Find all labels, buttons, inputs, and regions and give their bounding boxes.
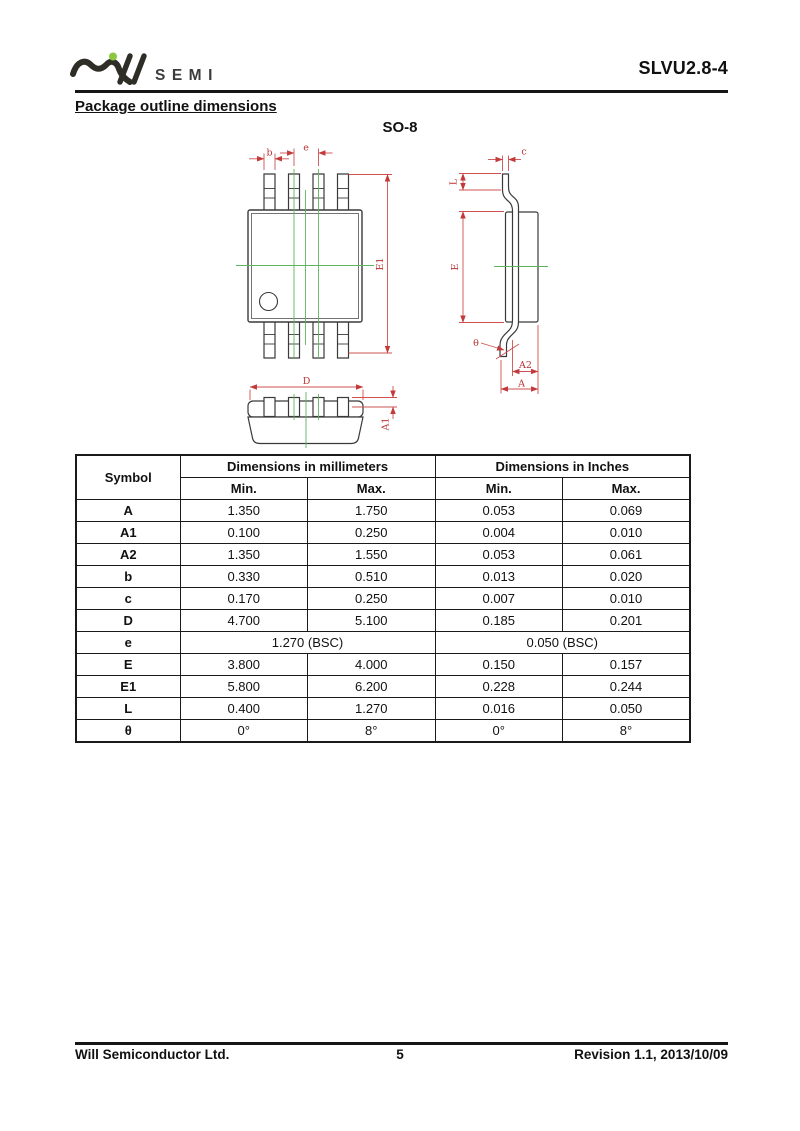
table-row [76,676,690,698]
table-row [76,720,690,743]
cell-mm-min: 0° [180,720,308,743]
dim-label-A: A [518,378,525,390]
cell-in-max: 0.010 [563,588,691,610]
cell-symbol: A2 [76,544,180,566]
col-header-mm-group: Dimensions in millimeters [180,455,435,478]
dimensions-table [75,454,691,743]
cell-symbol: c [76,588,180,610]
table-row-bsc [76,632,690,654]
cell-mm-min: 5.800 [180,676,308,698]
cell-mm-max: 0.510 [308,566,436,588]
cell-mm-max: 0.250 [308,588,436,610]
footer-revision: Revision 1.1, 2013/10/09 [574,1047,728,1062]
logo-text: SEMI [155,67,219,84]
col-header-in-max: Max. [563,478,691,500]
table-row [76,654,690,676]
table-row [76,500,690,522]
cell-symbol: e [76,632,180,654]
table-row [76,522,690,544]
cell-mm-min: 0.400 [180,698,308,720]
cell-mm-max: 1.270 [308,698,436,720]
col-header-in-min: Min. [435,478,563,500]
cell-in-min: 0.013 [435,566,563,588]
will-semi-logo [70,50,260,90]
cell-mm-span: 1.270 (BSC) [180,632,435,654]
cell-symbol: b [76,566,180,588]
cell-in-min: 0.004 [435,522,563,544]
dim-label-L: L [448,178,460,186]
package-top-view [248,174,362,358]
cell-in-max: 0.157 [563,654,691,676]
product-code: SLVU2.8-4 [638,58,728,78]
cell-in-max: 0.244 [563,676,691,698]
cell-mm-max: 5.100 [308,610,436,632]
dim-label-E: E [450,263,461,271]
cell-in-max: 0.201 [563,610,691,632]
cell-mm-min: 3.800 [180,654,308,676]
cell-mm-min: 0.330 [180,566,308,588]
col-header-mm-min: Min. [180,478,308,500]
cell-in-span: 0.050 (BSC) [435,632,690,654]
package-front-view [248,398,363,444]
cell-in-max: 8° [563,720,691,743]
package-side-view [500,174,538,357]
dim-label-c: c [521,146,527,158]
logo-green-dot [109,53,117,61]
dim-label-b: b [266,147,273,159]
col-header-symbol: Symbol [76,455,180,500]
cell-mm-max: 0.250 [308,522,436,544]
logo-wave-mark [73,53,144,83]
cell-in-min: 0.016 [435,698,563,720]
cell-mm-max: 6.200 [308,676,436,698]
footer-rule [75,1042,728,1045]
cell-symbol: E1 [76,676,180,698]
cell-mm-min: 1.350 [180,500,308,522]
package-outline-drawing [0,140,800,460]
cell-mm-min: 1.350 [180,544,308,566]
cell-mm-min: 4.700 [180,610,308,632]
cell-in-max: 0.069 [563,500,691,522]
footer-company: Will Semiconductor Ltd. [75,1047,230,1062]
cell-in-min: 0.007 [435,588,563,610]
table-row [76,698,690,720]
cell-mm-max: 1.550 [308,544,436,566]
header-rule [75,90,728,93]
table-row [76,588,690,610]
cell-symbol: L [76,698,180,720]
dim-label-E1: E1 [375,257,386,271]
cell-in-min: 0.150 [435,654,563,676]
dim-label-A2: A2 [519,360,532,371]
table-row [76,610,690,632]
pin1-marker-circle [260,293,278,311]
cell-in-min: 0.053 [435,500,563,522]
cell-in-max: 0.050 [563,698,691,720]
col-header-in-group: Dimensions in Inches [435,455,690,478]
dim-label-e: e [303,142,309,154]
col-header-mm-max: Max. [308,478,436,500]
cell-in-min: 0.185 [435,610,563,632]
cell-symbol: A [76,500,180,522]
cell-mm-min: 0.100 [180,522,308,544]
cell-mm-max: 4.000 [308,654,436,676]
cell-symbol: D [76,610,180,632]
package-name: SO-8 [382,119,418,136]
cell-symbol: A1 [76,522,180,544]
dim-label-A1: A1 [380,417,392,431]
cell-symbol: E [76,654,180,676]
table-row [76,544,690,566]
footer-page-number: 5 [396,1047,404,1062]
cell-mm-max: 8° [308,720,436,743]
cell-in-min: 0.228 [435,676,563,698]
table-header-row [76,455,690,478]
cell-in-min: 0.053 [435,544,563,566]
page-title: Package outline dimensions [75,98,277,115]
cell-in-min: 0° [435,720,563,743]
dim-label-theta: θ [473,338,479,349]
dim-label-D: D [302,376,311,387]
cell-in-max: 0.061 [563,544,691,566]
cell-symbol: θ [76,720,180,743]
cell-in-max: 0.020 [563,566,691,588]
table-row [76,566,690,588]
cell-mm-min: 0.170 [180,588,308,610]
cell-mm-max: 1.750 [308,500,436,522]
cell-in-max: 0.010 [563,522,691,544]
